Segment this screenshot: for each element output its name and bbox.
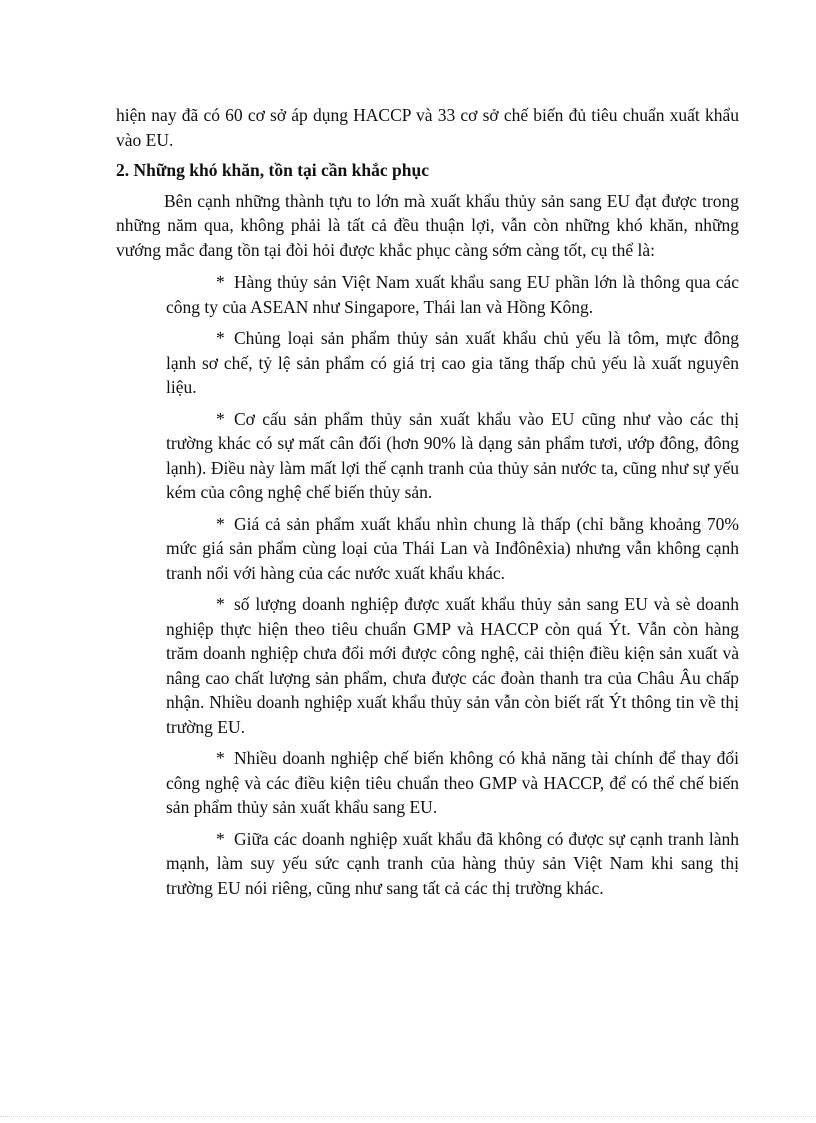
bullet-item [166, 827, 739, 901]
bullet-text: Giữa các doanh nghiệp xuất khẩu đã không có được sự cạnh tranh lành mạnh, làm suy yếu sức cạnh tranh của hàng thủy sản Việt Nam khi sang thị trường EU nói riêng, cũng như sang tất cả các thị trường khác. [166, 828, 739, 898]
bullet-marker: * [216, 272, 225, 292]
section-heading: 2. Những khó khăn, tồn tại cần khắc phục [116, 160, 429, 180]
bullet-marker: * [216, 328, 225, 348]
bullet-text: Chủng loại sản phẩm thủy sản xuất khẩu chủ yếu là tôm, mực đông lạnh sơ chế, tỷ lệ sản phẩm có giá trị cao gia tăng thấp chủ yếu là xuất nguyên liệu. [166, 328, 739, 397]
bullet-text: Nhiều doanh nghiệp chế biến không có khả năng tài chính để thay đổi công nghệ và các điều kiện tiêu chuẩn theo GMP và HACCP, để có thể chế biến sản phẩm thủy sản xuất khẩu sang EU. [166, 748, 739, 817]
bullet-item [166, 407, 739, 505]
bullet-marker: * [216, 408, 225, 429]
bullet-item [166, 270, 739, 319]
bullet-item [166, 746, 739, 820]
bullet-list [116, 270, 739, 900]
bullet-marker: * [216, 828, 225, 849]
document-body [116, 103, 739, 907]
bullet-text: Cơ cấu sản phẩm thủy sản xuất khẩu vào EU cũng như vào các thị trường khác có sự mất cân đối (hơn 90% là dạng sản phẩm tươi, ướp đông, đông lạnh). Điều này làm mất lợi thế cạnh tranh của thủy sản nước ta, cũng như sự yếu kém của công nghệ chế biến thủy sản. [166, 408, 739, 502]
intro-paragraph: hiện nay đã có 60 cơ sở áp dụng HACCP và 33 cơ sở chế biến đủ tiêu chuẩn xuất khẩu vào EU. [116, 105, 739, 150]
body-paragraph: Bên cạnh những thành tựu to lớn mà xuất khẩu thủy sản sang EU đạt được trong những năm qua, không phải là tất cả đều thuận lợi, vẫn còn những khó khăn, những vướng mắc đang tồn tại đòi hỏi được khắc phục càng sớm càng tốt, cụ thể là: [116, 190, 739, 260]
bullet-marker: * [216, 513, 225, 534]
bullet-text: Giá cả sản phẩm xuất khẩu nhìn chung là thấp (chỉ bằng khoảng 70% mức giá sản phẩm cùng loại của Thái Lan và Inđônêxia) nhưng vẫn không cạnh tranh nổi với hàng của các nước xuất khẩu khác. [166, 513, 739, 583]
page-bottom-divider [0, 1116, 816, 1117]
bullet-marker: * [216, 748, 225, 768]
bullet-marker: * [216, 594, 225, 614]
bullet-item [166, 512, 739, 586]
bullet-text: Hàng thủy sản Việt Nam xuất khẩu sang EU phần lớn là thông qua các công ty của ASEAN như Singapore, Thái lan và Hồng Kông. [166, 272, 739, 317]
bullet-item [166, 592, 739, 739]
bullet-item [166, 326, 739, 400]
bullet-text: số lượng doanh nghiệp được xuất khẩu thủy sản sang EU và sè doanh nghiệp thực hiện theo tiêu chuẩn GMP và HACCP còn quá Ýt. Vẫn còn hàng trăm doanh nghiệp chưa đổi mới được công nghệ, cải thiện điều kiện sản xuất và nâng cao chất lượng sản phẩm, chưa được các đoàn thanh tra của Châu Âu chấp nhận. Nhiều doanh nghiệp xuất khẩu thủy sản vẫn còn biết rất Ýt thông tin về thị trường EU. [166, 594, 739, 737]
